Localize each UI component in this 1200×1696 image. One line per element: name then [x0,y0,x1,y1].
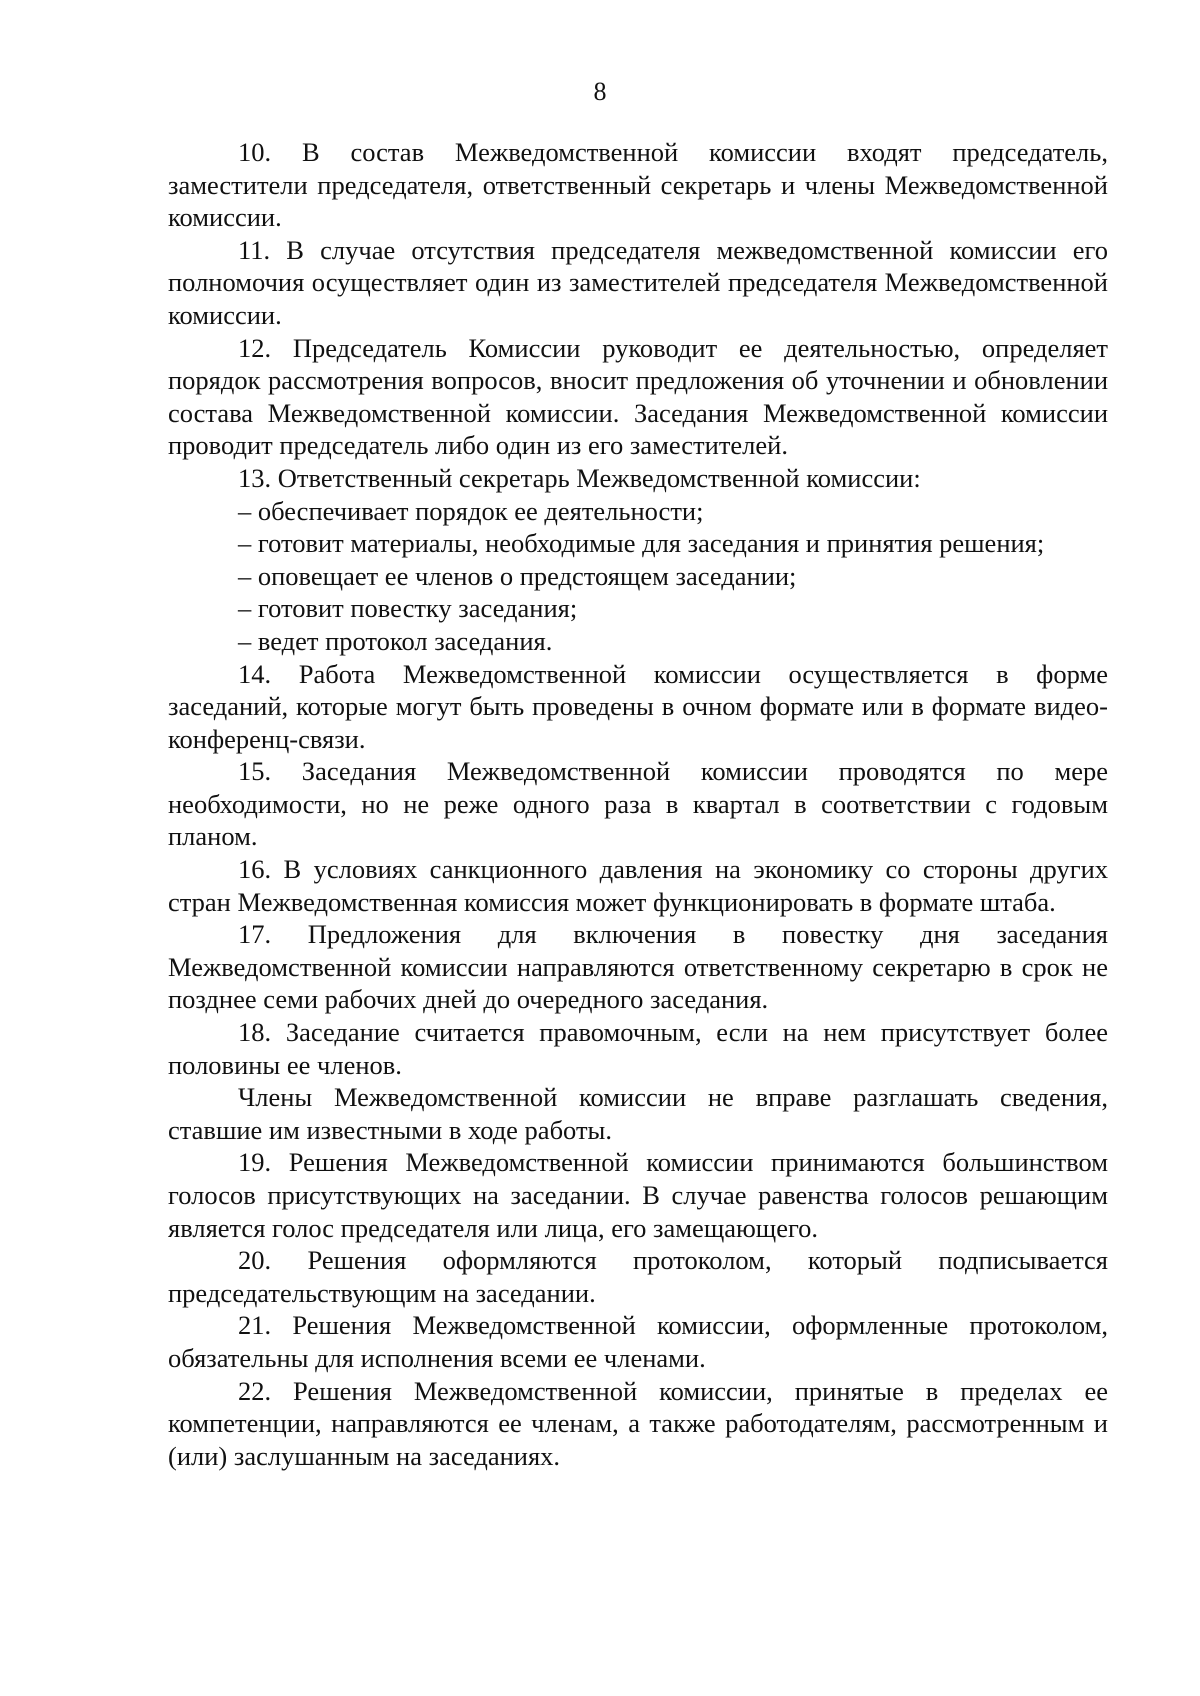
secretary-duty-3: – оповещает ее членов о предстоящем заседании; [238,560,797,591]
paragraph-16: 16. В условиях санкционного давления на экономику со стороны других стран Межведомственная комиссия может функционировать в формате штаба. [168,854,1108,917]
paragraph-10: 10. В состав Межведомственной комиссии входят председатель, заместители председателя, ответственный секретарь и члены Межведомственной комиссии. [168,137,1108,233]
secretary-duty-1: – обеспечивает порядок ее деятельности; [238,495,704,526]
paragraph-14: 14. Работа Межведомственной комиссии осуществляется в форме заседаний, которые могут быть проведены в очном формате или в формате видео-конференц-связи. [168,658,1108,754]
paragraph-22: 22. Решения Межведомственной комиссии, принятые в пределах ее компетенции, направляются ее членам, а также работодателям, рассмотренным и (или) заслушанным на заседаниях. [168,1375,1108,1471]
secretary-duty-4: – готовит повестку заседания; [238,593,578,624]
paragraph-19: 19. Решения Межведомственной комиссии принимаются большинством голосов присутствующих на заседании. В случае равенства голосов решающим является голос председателя или лица, его замещающего. [168,1147,1108,1243]
paragraph-12: 12. Председатель Комиссии руководит ее деятельностью, определяет порядок рассмотрения вопросов, вносит предложения об уточнении и обновлении состава Межведомственной комиссии. Заседания Межведомственной комиссии проводит председатель либо один из его заместителей. [168,332,1108,461]
paragraph-17: 17. Предложения для включения в повестку дня заседания Межведомственной комиссии направляются ответственному секретарю в срок не позднее семи рабочих дней до очередного заседания. [168,919,1108,1015]
paragraph-15: 15. Заседания Межведомственной комиссии проводятся по мере необходимости, но не реже одного раза в квартал в соответствии с годовым планом. [168,756,1108,852]
secretary-duty-2: – готовит материалы, необходимые для заседания и принятия решения; [238,528,1045,559]
paragraph-20: 20. Решения оформляются протоколом, который подписывается председательствующим на заседании. [168,1245,1108,1308]
paragraph-11: 11. В случае отсутствия председателя межведомственной комиссии его полномочия осуществляет один из заместителей председателя Межведомственной комиссии. [168,234,1108,330]
paragraph-13: 13. Ответственный секретарь Межведомственной комиссии: [238,462,921,493]
page-number: 8 [593,77,607,106]
document-body [168,136,1108,1472]
paragraph-18: 18. Заседание считается правомочным, если на нем присутствует более половины ее членов. [168,1017,1108,1080]
secretary-duty-5: – ведет протокол заседания. [238,625,553,656]
paragraph-18-members: Члены Межведомственной комиссии не вправе разглашать сведения, ставшие им известными в ходе работы. [168,1082,1108,1145]
paragraph-21: 21. Решения Межведомственной комиссии, оформленные протоколом, обязательны для исполнения всеми ее членами. [168,1310,1108,1373]
